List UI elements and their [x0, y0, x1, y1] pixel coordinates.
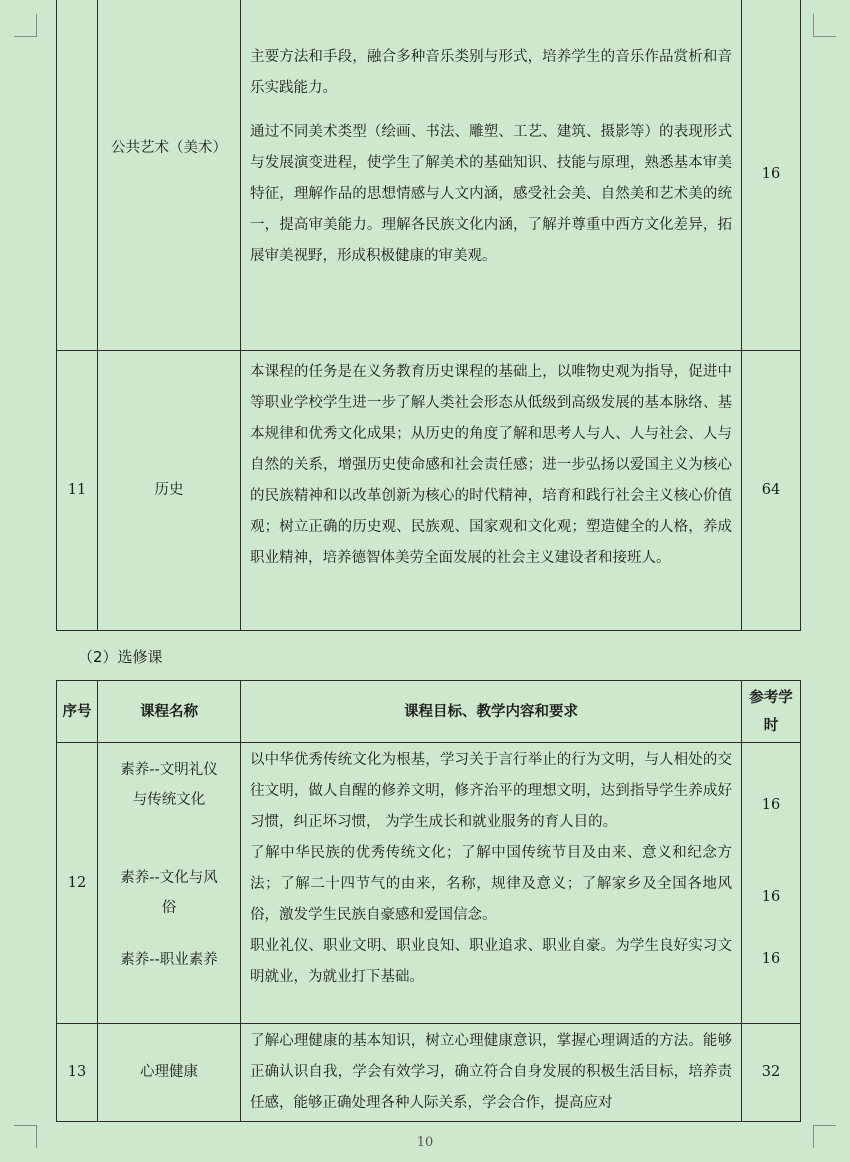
table-row [57, 350, 801, 630]
course-description: 以中华优秀传统文化为根基，学习关于言行举止的行为文明，与人相处的交往文明，做人自醒的修养文明，修齐治平的理想文明，达到指导学生养成好习惯，纠正坏习惯， 为学生成长和就业服务的育人目的。 [250, 752, 732, 830]
course-name: 素养--文明礼仪与传统文化 [120, 762, 218, 808]
course-hours: 64 [742, 350, 801, 630]
course-name: 素养--职业素养 [120, 952, 218, 968]
course-description: 本课程的任务是在义务教育历史课程的基础上，以唯物史观为指导，促进中等职业学校学生进一步了解人类社会形态从低级到高级发展的基本脉络、基本规律和优秀文化成果；从历史的角度了解和思考人与人、人与社会、人与自然的关系，增强历史使命感和社会责任感；进一步弘扬以爱国主义为核心的民族精神和以改革创新为核心的时代精神，培育和践行社会主义核心价值观；树立正确的历史观、民族观、国家观和文化观；塑造健全的人格，养成职业精神，培养德智体美劳全面发展的社会主义建设者和接班人。 [241, 350, 742, 630]
header-course-name: 课程名称 [98, 681, 241, 743]
course-hours-group [742, 743, 801, 1024]
course-hours: 32 [742, 1024, 801, 1122]
course-hours: 16 [761, 951, 781, 967]
course-name: 公共艺术（美术） [98, 0, 241, 350]
table-row [57, 1024, 801, 1122]
course-number: 13 [57, 1024, 98, 1122]
table-header-row [57, 681, 801, 743]
course-number [57, 0, 98, 350]
section-title: （2）选修课 [78, 648, 163, 666]
course-description-top: 主要方法和手段，融合多种音乐类别与形式，培养学生的音乐作品赏析和音乐实践能力。 [250, 49, 732, 96]
elective-courses-table [56, 680, 801, 1122]
course-description: 职业礼仪、职业文明、职业良知、职业追求、职业自豪。为学生良好实习文明就业，为就业打下基础。 [250, 938, 732, 985]
course-name: 素养--文化与风俗 [120, 870, 218, 916]
header-number: 序号 [57, 681, 98, 743]
table-row [57, 0, 801, 350]
course-description-group [241, 743, 742, 1024]
course-name-group [98, 743, 241, 1024]
course-name: 心理健康 [98, 1024, 241, 1122]
table-row [57, 743, 801, 1024]
course-description: 了解心理健康的基本知识，树立心理健康意识，掌握心理调适的方法。能够正确认识自我，学会有效学习，确立符合自身发展的积极生活目标，培养责任感，能够正确处理各种人际关系，学会合作，提高应对 [241, 1024, 742, 1122]
course-description [241, 0, 742, 350]
header-description: 课程目标、教学内容和要求 [241, 681, 742, 743]
course-number: 12 [57, 743, 98, 1024]
crop-mark-top-left [14, 14, 37, 37]
course-name: 历史 [98, 350, 241, 630]
course-number: 11 [57, 350, 98, 630]
course-description: 了解中华民族的优秀传统文化；了解中国传统节目及由来、意义和纪念方法；了解二十四节气的由来，名称，规律及意义；了解家乡及全国各地风俗，激发学生民族自豪感和爱国信念。 [250, 845, 732, 923]
crop-mark-top-right [813, 14, 836, 37]
course-hours: 16 [761, 889, 781, 905]
course-hours: 16 [761, 797, 781, 813]
course-description-main: 通过不同美术类型（绘画、书法、雕塑、工艺、建筑、摄影等）的表现形式与发展演变进程，使学生了解美术的基础知识、技能与原理，熟悉基本审美特征，理解作品的思想情感与人文内涵，感受社会美、自然美和艺术美的统一，提高审美能力。理解各民族文化内涵，了解并尊重中西方文化差异，拓展审美视野，形成积极健康的审美观。 [250, 124, 732, 264]
required-courses-table-continued [56, 0, 801, 631]
page-number: 10 [416, 1135, 434, 1150]
header-hours: 参考学时 [742, 681, 801, 743]
course-hours: 16 [742, 0, 801, 350]
